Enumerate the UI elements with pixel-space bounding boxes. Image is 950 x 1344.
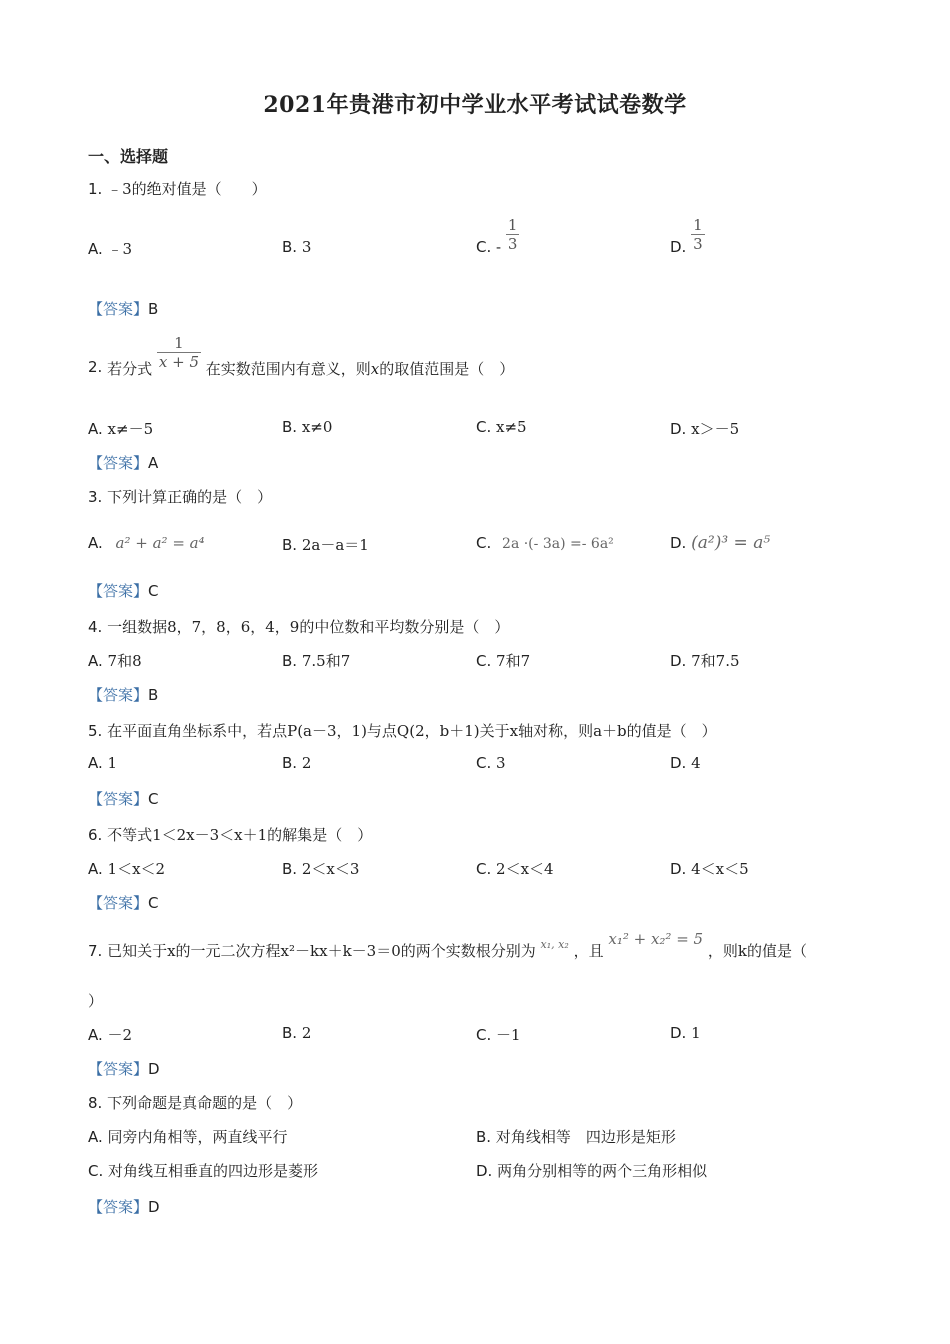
answer-4: 【答案】B: [88, 686, 159, 704]
q2-option-a: A. x≠－5: [88, 420, 154, 438]
question-2: 2. 若分式 $\frac{1}{x + 5}$ 在实数范围内有意义，则x的取值范围是（ ）: [88, 334, 515, 378]
fraction: $\frac{1}{3}$: [507, 216, 518, 253]
page-title: 2021年贵港市初中学业水平考试试卷数学: [263, 92, 687, 118]
q4-option-b: B. 7.5和7: [282, 652, 351, 670]
question-1: 1. ﹣3的绝对值是（ ）: [88, 180, 267, 198]
fraction: $\frac{1}{3}$: [693, 216, 703, 253]
answer-2: 【答案】A: [88, 454, 159, 472]
answer-3: 【答案】C: [88, 582, 159, 600]
roots-expression: x₁, x₂: [540, 938, 569, 951]
q3-option-a: A. a² + a² = a⁴: [88, 534, 205, 552]
q7-option-d: D. 1: [670, 1024, 701, 1042]
q4-option-a: A. 7和8: [88, 652, 142, 670]
q4-option-c: C. 7和7: [476, 652, 531, 670]
q8-option-a: A. 同旁内角相等，两直线平行: [88, 1128, 288, 1146]
q6-option-d: D. 4＜x＜5: [670, 860, 749, 878]
q4-option-d: D. 7和7.5: [670, 652, 740, 670]
q2-option-d: D. x＞－5: [670, 420, 740, 438]
question-7-wrap: ）: [88, 992, 104, 1010]
condition-expression: x₁² + x₂² = 5: [608, 930, 704, 948]
q8-option-b: B. 对角线相等 四边形是矩形: [476, 1128, 676, 1146]
q1-option-a: A. ﹣3: [88, 240, 133, 258]
answer-6: 【答案】C: [88, 894, 159, 912]
q1-option-d: D. $\frac{1}{3}$: [670, 216, 703, 256]
question-3: 3. 下列计算正确的是（ ）: [88, 488, 273, 506]
answer-7: 【答案】D: [88, 1060, 160, 1078]
question-4: 4. 一组数据8，7，8，6，4，9的中位数和平均数分别是（ ）: [88, 618, 510, 636]
q2-option-b: B. x≠0: [282, 418, 333, 436]
q6-option-a: A. 1＜x＜2: [88, 860, 166, 878]
answer-5: 【答案】C: [88, 790, 159, 808]
question-7: 7. 已知关于x的一元二次方程x²－kx＋k－3＝0的两个实数根分别为 x₁, x₂ ，且 x₁² + x₂² = 5 ，则k的值是（: [88, 930, 807, 960]
q5-option-a: A. 1: [88, 754, 118, 772]
q8-option-d: D. 两角分别相等的两个三角形相似: [476, 1162, 708, 1180]
section-heading: 一、选择题: [88, 147, 169, 166]
q3-option-d: D. (a²)³ = a⁵: [670, 533, 771, 553]
q6-option-c: C. 2＜x＜4: [476, 860, 554, 878]
q6-option-b: B. 2＜x＜3: [282, 860, 360, 878]
q3-option-b: B. 2a－a＝1: [282, 536, 369, 554]
question-1-stem: ﹣3的绝对值是（ ）: [107, 180, 267, 198]
q5-option-c: C. 3: [476, 754, 506, 772]
q7-option-b: B. 2: [282, 1024, 312, 1042]
q7-option-a: A. －2: [88, 1026, 133, 1044]
question-6: 6. 不等式1＜2x－3＜x＋1的解集是（ ）: [88, 826, 373, 844]
q1-option-b: B. 3: [282, 238, 312, 256]
q1-option-c: C. - $\frac{1}{3}$: [476, 216, 518, 256]
q3-option-c: C. 2a ·(- 3a) =- 6a²: [476, 534, 614, 552]
question-8: 8. 下列命题是真命题的是（ ）: [88, 1094, 303, 1112]
fraction: $\frac{1}{x + 5}$: [158, 334, 199, 371]
q7-option-c: C. －1: [476, 1026, 521, 1044]
answer-8: 【答案】D: [88, 1198, 160, 1216]
q2-option-c: C. x≠5: [476, 418, 527, 436]
answer-1: 【答案】B: [88, 300, 159, 318]
question-5: 5. 在平面直角坐标系中，若点P(a－3，1)与点Q(2，b＋1)关于x轴对称，则a＋b的值是（ ）: [88, 722, 717, 740]
q5-option-d: D. 4: [670, 754, 701, 772]
q8-option-c: C. 对角线互相垂直的四边形是菱形: [88, 1162, 319, 1180]
q5-option-b: B. 2: [282, 754, 312, 772]
